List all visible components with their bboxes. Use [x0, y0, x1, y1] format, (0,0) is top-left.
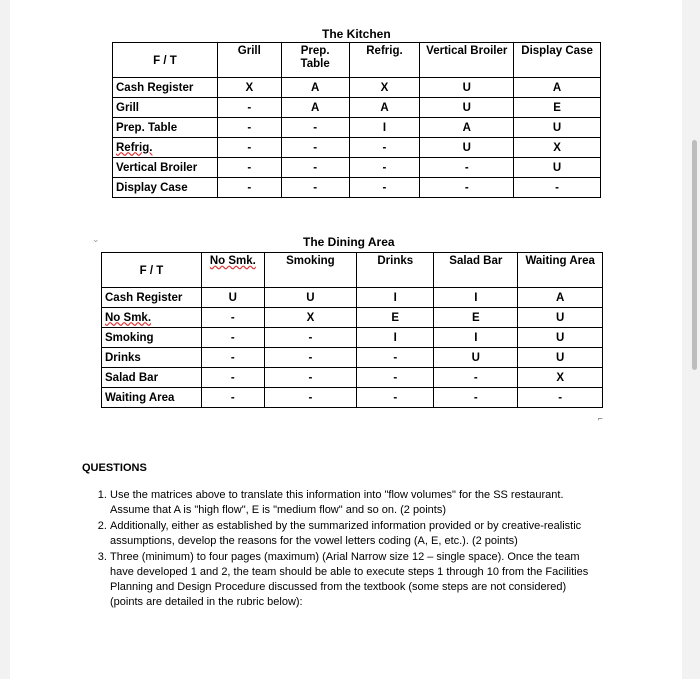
dining-corner-cell: F / T — [102, 253, 202, 288]
dining-header-row — [102, 253, 603, 288]
kitchen-cell: I — [349, 118, 420, 138]
dining-cell: - — [201, 368, 264, 388]
kitchen-cell: U — [420, 78, 514, 98]
kitchen-col-header: Display Case — [514, 43, 601, 78]
dining-cell: U — [518, 348, 603, 368]
dining-cell: I — [357, 288, 434, 308]
dining-row-label: Waiting Area — [102, 388, 202, 408]
kitchen-row — [113, 78, 601, 98]
dining-cell: - — [434, 388, 518, 408]
table-resize-handle[interactable]: ⌐ — [598, 414, 603, 423]
dining-row — [102, 368, 603, 388]
dining-cell: - — [201, 388, 264, 408]
dining-cell: E — [357, 308, 434, 328]
dining-row-label: Salad Bar — [102, 368, 202, 388]
kitchen-row — [113, 158, 601, 178]
question-item: 1. Use the matrices above to translate this information into "flow volumes" for the SS restaurant. Assume that A is "high flow", E is "medium flow" and so on. (2 points) — [110, 488, 602, 518]
dining-cell: - — [357, 368, 434, 388]
dining-cell: - — [357, 388, 434, 408]
kitchen-row — [113, 98, 601, 118]
dining-cell: - — [357, 348, 434, 368]
kitchen-cell: X — [349, 78, 420, 98]
dining-cell: - — [201, 348, 264, 368]
kitchen-cell: - — [217, 118, 281, 138]
dining-col-header: No Smk. — [201, 253, 264, 288]
dining-row-label: No Smk. — [102, 308, 202, 328]
dining-row — [102, 328, 603, 348]
dining-row-label: Cash Register — [102, 288, 202, 308]
dining-cell: I — [434, 288, 518, 308]
kitchen-cell: - — [349, 158, 420, 178]
kitchen-cell: - — [281, 158, 349, 178]
scrollbar[interactable] — [692, 140, 697, 370]
kitchen-cell: - — [349, 138, 420, 158]
stray-mark: ⌄ — [92, 234, 100, 244]
kitchen-row-label: Display Case — [113, 178, 218, 198]
kitchen-cell: - — [281, 178, 349, 198]
dining-col-header: Waiting Area — [518, 253, 603, 288]
kitchen-row-label: Cash Register — [113, 78, 218, 98]
kitchen-corner-cell: F / T — [113, 43, 218, 78]
question-item: 2. Additionally, either as established by the summarized information provided or by creative-realistic assumptions, develop the reasons for the vowel letters coding (A, E, etc.). (2 points) — [110, 519, 602, 549]
kitchen-row — [113, 178, 601, 198]
kitchen-cell: - — [281, 138, 349, 158]
dining-cell: U — [518, 308, 603, 328]
dining-row-label: Drinks — [102, 348, 202, 368]
dining-cell: - — [264, 348, 356, 368]
dining-cell: I — [357, 328, 434, 348]
kitchen-cell: - — [217, 98, 281, 118]
questions-list — [82, 488, 602, 610]
dining-row — [102, 288, 603, 308]
dining-row — [102, 388, 603, 408]
kitchen-matrix — [112, 42, 601, 198]
kitchen-cell: U — [514, 158, 601, 178]
kitchen-title: The Kitchen — [322, 27, 391, 41]
kitchen-row-label: Grill — [113, 98, 218, 118]
kitchen-cell: X — [217, 78, 281, 98]
kitchen-cell: A — [281, 78, 349, 98]
dining-row — [102, 348, 603, 368]
kitchen-row-label: Prep. Table — [113, 118, 218, 138]
kitchen-cell: X — [514, 138, 601, 158]
dining-cell: X — [264, 308, 356, 328]
dining-cell: U — [201, 288, 264, 308]
dining-cell: U — [264, 288, 356, 308]
dining-cell: - — [518, 388, 603, 408]
dining-cell: A — [518, 288, 603, 308]
questions-section — [82, 462, 602, 611]
kitchen-cell: A — [514, 78, 601, 98]
kitchen-cell: - — [349, 178, 420, 198]
dining-cell: - — [264, 368, 356, 388]
dining-col-header: Salad Bar — [434, 253, 518, 288]
kitchen-cell: - — [217, 138, 281, 158]
kitchen-cell: - — [217, 178, 281, 198]
dining-row — [102, 308, 603, 328]
dining-cell: I — [434, 328, 518, 348]
kitchen-cell: A — [281, 98, 349, 118]
kitchen-cell: - — [420, 158, 514, 178]
kitchen-cell: E — [514, 98, 601, 118]
kitchen-cell: - — [281, 118, 349, 138]
kitchen-cell: U — [420, 98, 514, 118]
dining-cell: U — [518, 328, 603, 348]
kitchen-col-header: Grill — [217, 43, 281, 78]
dining-col-header: Smoking — [264, 253, 356, 288]
dining-cell: X — [518, 368, 603, 388]
kitchen-row — [113, 138, 601, 158]
dining-cell: - — [201, 328, 264, 348]
dining-cell: - — [201, 308, 264, 328]
kitchen-cell: - — [514, 178, 601, 198]
kitchen-cell: U — [514, 118, 601, 138]
dining-cell: E — [434, 308, 518, 328]
dining-col-header: Drinks — [357, 253, 434, 288]
question-item: 3. Three (minimum) to four pages (maximum) (Arial Narrow size 12 – single space). Once the team have developed 1 and 2, the team should be able to execute steps 1 through 10 from the Facilities Planning and Design Procedure discussed from the textbook (some steps are not considered) (points are detailed in the rubric below): — [110, 550, 602, 610]
dining-matrix — [101, 252, 603, 408]
dining-cell: - — [264, 328, 356, 348]
kitchen-cell: A — [420, 118, 514, 138]
kitchen-col-header: Refrig. — [349, 43, 420, 78]
kitchen-row — [113, 118, 601, 138]
kitchen-col-header: Vertical Broiler — [420, 43, 514, 78]
dining-cell: U — [434, 348, 518, 368]
kitchen-col-header: Prep. Table — [281, 43, 349, 78]
dining-cell: - — [434, 368, 518, 388]
questions-heading: QUESTIONS — [82, 462, 147, 474]
dining-cell: - — [264, 388, 356, 408]
kitchen-cell: - — [217, 158, 281, 178]
dining-row-label: Smoking — [102, 328, 202, 348]
kitchen-cell: A — [349, 98, 420, 118]
kitchen-row-label: Vertical Broiler — [113, 158, 218, 178]
dining-title: The Dining Area — [303, 235, 395, 249]
kitchen-row-label: Refrig. — [113, 138, 218, 158]
kitchen-cell: U — [420, 138, 514, 158]
kitchen-cell: - — [420, 178, 514, 198]
kitchen-header-row — [113, 43, 601, 78]
